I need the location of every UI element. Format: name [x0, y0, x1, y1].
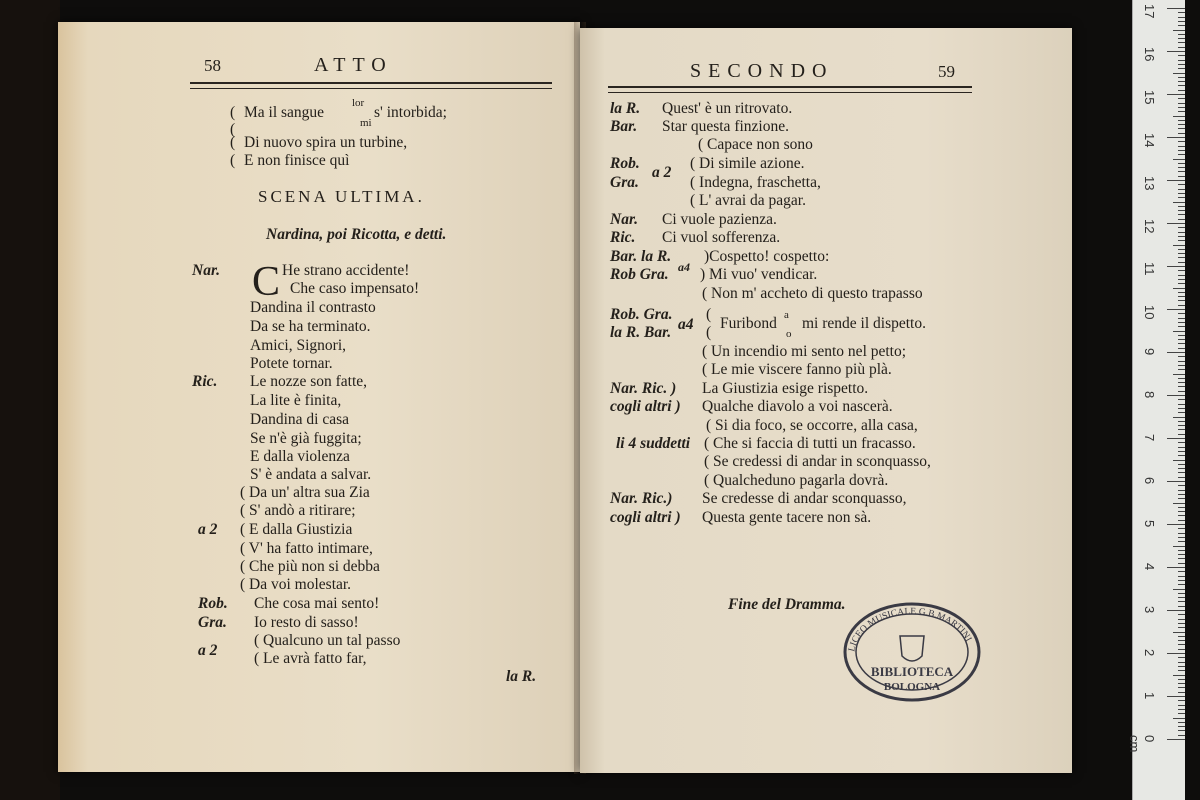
- verse-line: Quest' è un ritrovato.: [662, 100, 793, 117]
- ruler-tick: [1167, 8, 1185, 9]
- ruler-tick: [1178, 361, 1185, 362]
- ruler-tick: [1173, 503, 1185, 504]
- ruler-tick: [1167, 395, 1185, 396]
- ruler-tick: [1167, 180, 1185, 181]
- ruler-tick: [1173, 331, 1185, 332]
- ruler-tick: [1178, 580, 1185, 581]
- ruler-tick: [1173, 632, 1185, 633]
- ruler-tick: [1178, 537, 1185, 538]
- ruler-tick: [1178, 636, 1185, 637]
- ruler-tick: [1178, 713, 1185, 714]
- ruler-tick: [1178, 700, 1185, 701]
- ruler-tick: [1167, 438, 1185, 439]
- speaker-label: a4: [678, 260, 690, 274]
- ruler-tick: [1178, 455, 1185, 456]
- ruler-tick: [1173, 374, 1185, 375]
- verse-line: (: [230, 134, 236, 151]
- ruler-tick: [1173, 718, 1185, 719]
- end-of-drama: Fine del Dramma.: [728, 596, 846, 613]
- verse-line: ( Da un' altra sua Zia: [240, 484, 370, 501]
- ruler-tick: [1178, 197, 1185, 198]
- ruler-tick: [1178, 326, 1185, 327]
- ruler-tick: [1178, 533, 1185, 534]
- ruler-tick: [1167, 94, 1185, 95]
- ruler-tick: [1173, 288, 1185, 289]
- ruler-tick: [1178, 300, 1185, 301]
- ruler-tick: [1178, 490, 1185, 491]
- ruler-tick: [1167, 653, 1185, 654]
- ruler-tick: [1178, 98, 1185, 99]
- verse-line: La Giustizia esige rispetto.: [702, 380, 869, 397]
- ruler-tick: [1173, 589, 1185, 590]
- ruler-tick: [1178, 735, 1185, 736]
- verse-line: Qualche diavolo a voi nascerà.: [702, 398, 893, 415]
- ruler-tick: [1178, 593, 1185, 594]
- ruler-tick: [1178, 348, 1185, 349]
- verse-line: )Cospetto! cospetto:: [704, 248, 830, 265]
- ruler-tick: [1173, 73, 1185, 74]
- speaker-label: Ric.: [192, 373, 218, 390]
- speaker-label: Nar. Ric. ): [610, 380, 677, 397]
- ruler-tick: [1178, 206, 1185, 207]
- ruler-tick: [1178, 464, 1185, 465]
- page-header-left: ATTO: [314, 54, 393, 76]
- ruler-tick: [1178, 111, 1185, 112]
- speaker-label: cogli altri ): [610, 509, 681, 526]
- ruler-tick: [1178, 558, 1185, 559]
- ruler-tick: [1178, 81, 1185, 82]
- verse-line: ( Qualcuno un tal passo: [254, 632, 401, 649]
- ruler-tick: [1178, 17, 1185, 18]
- ruler-tick: [1178, 103, 1185, 104]
- stamp-line-2: BIBLIOTECA: [870, 664, 954, 679]
- page-number-right: 59: [938, 62, 955, 81]
- verse-line: s' intorbida;: [374, 104, 447, 121]
- ruler-tick: [1178, 507, 1185, 508]
- ruler-tick: [1178, 391, 1185, 392]
- verse-line: He strano accidente!: [282, 262, 410, 279]
- crest-icon: [900, 636, 924, 661]
- ruler-tick: [1178, 576, 1185, 577]
- ruler-tick: [1167, 739, 1185, 740]
- ruler-tick: [1178, 657, 1185, 658]
- catchword: la R.: [506, 668, 537, 685]
- ruler-tick: [1178, 563, 1185, 564]
- ruler-number: 8: [1142, 391, 1157, 399]
- ruler-tick: [1178, 47, 1185, 48]
- stage-direction: Nardina, poi Ricotta, e detti.: [266, 226, 447, 243]
- ruler-tick: [1178, 42, 1185, 43]
- ruler-tick: [1178, 193, 1185, 194]
- ruler-tick: [1178, 322, 1185, 323]
- background-left: [0, 0, 60, 800]
- ruler-tick: [1178, 253, 1185, 254]
- ruler-tick: [1178, 64, 1185, 65]
- verse-line: S' è andata a salvar.: [250, 466, 372, 483]
- ruler-tick: [1178, 498, 1185, 499]
- ruler-tick: [1167, 352, 1185, 353]
- verse-line: Ci vuole pazienza.: [662, 211, 777, 228]
- ruler-number: 15: [1142, 90, 1157, 105]
- ruler-tick: [1178, 472, 1185, 473]
- speaker-label: Rob.: [610, 155, 640, 172]
- verse-line: ) Mi vuo' vendicar.: [700, 266, 818, 283]
- ruler-tick: [1178, 649, 1185, 650]
- ruler-tick: [1178, 227, 1185, 228]
- verse-line: Che caso impensato!: [290, 280, 420, 297]
- verse-line: Star questa finzione.: [662, 118, 789, 135]
- verse-line: ( V' ha fatto intimare,: [240, 540, 373, 557]
- verse-line: (: [230, 152, 236, 169]
- ruler-tick: [1173, 546, 1185, 547]
- ruler-tick: [1178, 408, 1185, 409]
- ruler-tick: [1178, 21, 1185, 22]
- ruler-tick: [1178, 709, 1185, 710]
- ruler-tick: [1173, 159, 1185, 160]
- ruler-tick: [1178, 442, 1185, 443]
- right-page: [580, 28, 1072, 773]
- speaker-label: Rob. Gra.: [610, 306, 673, 323]
- ruler-tick: [1173, 417, 1185, 418]
- ruler-tick: [1178, 687, 1185, 688]
- ruler-tick: [1178, 236, 1185, 237]
- subscript-o: o: [786, 328, 792, 340]
- verse-brace: (: [706, 324, 712, 341]
- verse-line: ( Indegna, fraschetta,: [690, 174, 821, 191]
- ruler-tick: [1178, 163, 1185, 164]
- ruler-tick: [1178, 627, 1185, 628]
- verse-line: ( Da voi molestar.: [240, 576, 352, 593]
- verse-line: La lite è finita,: [250, 392, 342, 409]
- ruler-tick: [1178, 85, 1185, 86]
- header-rule-right: [608, 86, 972, 93]
- ruler-tick: [1178, 722, 1185, 723]
- verse-line: Se credesse di andar sconquasso,: [702, 490, 907, 507]
- ruler-tick: [1178, 34, 1185, 35]
- speaker-label: Ric.: [610, 229, 636, 246]
- speaker-label: a 2: [198, 642, 218, 659]
- ruler-tick: [1178, 468, 1185, 469]
- ruler-tick: [1178, 150, 1185, 151]
- verse-line: ( Se credessi di andar in sconquasso,: [704, 453, 931, 470]
- ruler-tick: [1167, 266, 1185, 267]
- ruler-tick: [1178, 365, 1185, 366]
- ruler-tick: [1178, 597, 1185, 598]
- verse-line: ( S' andò a ritirare;: [240, 502, 356, 519]
- verse-line: Da se ha terminato.: [250, 318, 371, 335]
- ruler-number: 2: [1142, 649, 1157, 657]
- verse-line: ( Le avrà fatto far,: [254, 650, 367, 667]
- verse-line: ( Di simile azione.: [690, 155, 805, 172]
- verse-line: Potete tornar.: [250, 355, 333, 372]
- verse-line: ( Che si faccia di tutti un fracasso.: [704, 435, 916, 452]
- ruler-tick: [1178, 275, 1185, 276]
- subscript-mi: mi: [360, 117, 372, 129]
- ruler-tick: [1173, 116, 1185, 117]
- ruler-tick: [1178, 257, 1185, 258]
- verse-line: Ma il sangue: [244, 104, 325, 121]
- speaker-label: Rob.: [198, 595, 228, 612]
- ruler-tick: [1178, 356, 1185, 357]
- ruler-tick: [1178, 601, 1185, 602]
- verse-line: Dandina di casa: [250, 411, 349, 428]
- verse-brace: (: [230, 121, 236, 138]
- ruler-tick: [1178, 68, 1185, 69]
- verse-line: Di nuovo spira un turbine,: [244, 134, 408, 151]
- drop-cap: C: [252, 259, 281, 305]
- verse-line: ( Capace non sono: [698, 136, 813, 153]
- scene-title: SCENA ULTIMA.: [258, 187, 425, 206]
- ruler-number: 3: [1142, 606, 1157, 614]
- ruler-tick: [1178, 313, 1185, 314]
- ruler-tick: [1178, 429, 1185, 430]
- ruler-tick: [1178, 511, 1185, 512]
- ruler-tick: [1167, 137, 1185, 138]
- speaker-label: Bar.: [610, 118, 638, 135]
- ruler-tick: [1178, 270, 1185, 271]
- ruler-number: 16: [1142, 47, 1157, 62]
- ruler-tick: [1178, 623, 1185, 624]
- verse-line: Le nozze son fatte,: [250, 373, 368, 390]
- ruler-tick: [1178, 60, 1185, 61]
- ruler-tick: [1173, 675, 1185, 676]
- ruler-tick: [1178, 683, 1185, 684]
- ruler-tick: [1178, 343, 1185, 344]
- speaker-label: Rob Gra.: [610, 266, 669, 283]
- page-number-left: 58: [204, 56, 221, 75]
- header-rule-left: [190, 82, 552, 89]
- ruler-number: 12: [1142, 219, 1157, 234]
- ruler-tick: [1173, 460, 1185, 461]
- ruler-tick: [1167, 223, 1185, 224]
- ruler-tick: [1178, 447, 1185, 448]
- ruler-tick: [1178, 515, 1185, 516]
- ruler-tick: [1178, 283, 1185, 284]
- ruler-tick: [1178, 219, 1185, 220]
- ruler-tick: [1178, 240, 1185, 241]
- ruler-number: 13: [1142, 176, 1157, 191]
- ruler-tick: [1178, 485, 1185, 486]
- ruler-tick: [1178, 133, 1185, 134]
- ruler-tick: [1178, 167, 1185, 168]
- verse-line: (: [230, 104, 236, 121]
- ruler-tick: [1178, 644, 1185, 645]
- stamp-line-3: BOLOGNA: [883, 681, 941, 693]
- ruler-tick: [1178, 404, 1185, 405]
- ruler-tick: [1178, 554, 1185, 555]
- ruler-number: 7: [1142, 434, 1157, 442]
- speaker-label: Gra.: [610, 174, 639, 191]
- verse-line: ( Che più non si debba: [240, 558, 380, 575]
- ruler-tick: [1178, 412, 1185, 413]
- ruler-tick: [1178, 339, 1185, 340]
- speaker-label: a4: [678, 316, 694, 333]
- ruler-tick: [1178, 318, 1185, 319]
- ruler-tick: [1178, 262, 1185, 263]
- ruler-tick: [1178, 141, 1185, 142]
- verse-line: Che cosa mai sento!: [254, 595, 380, 612]
- verse-line: ( Si dia foco, se occorre, alla casa,: [706, 417, 918, 434]
- verse-line: Se n'è già fuggita;: [250, 430, 362, 447]
- ruler-tick: [1167, 610, 1185, 611]
- verse-line: ( E dalla Giustizia: [240, 521, 353, 538]
- ruler-tick: [1178, 679, 1185, 680]
- ruler-tick: [1167, 309, 1185, 310]
- ruler-tick: [1178, 249, 1185, 250]
- superscript-lor: lor: [352, 97, 365, 109]
- ruler-tick: [1178, 705, 1185, 706]
- ruler-tick: [1178, 305, 1185, 306]
- verse-line: Ci vuol sofferenza.: [662, 229, 781, 246]
- verse-line: Amici, Signori,: [250, 337, 347, 354]
- ruler-tick: [1178, 292, 1185, 293]
- ruler-tick: [1178, 210, 1185, 211]
- ruler-tick: [1167, 481, 1185, 482]
- ruler-tick: [1167, 524, 1185, 525]
- speaker-label: a 2: [198, 521, 218, 538]
- speaker-label: a 2: [652, 164, 672, 181]
- speaker-label: cogli altri ): [610, 398, 681, 415]
- measuring-ruler: [1127, 0, 1185, 800]
- ruler-tick: [1167, 696, 1185, 697]
- ruler-number: 11: [1142, 262, 1157, 276]
- ruler-tick: [1178, 176, 1185, 177]
- ruler-tick: [1178, 584, 1185, 585]
- ruler-tick: [1178, 399, 1185, 400]
- ruler-tick: [1178, 494, 1185, 495]
- stamp-line-1: LICEO MUSICALE G.B.MARTINI: [847, 606, 973, 653]
- ruler-tick: [1167, 51, 1185, 52]
- ruler-tick: [1178, 77, 1185, 78]
- ruler-tick: [1178, 726, 1185, 727]
- verse-line: ( L' avrai da pagar.: [690, 192, 806, 209]
- ruler-tick: [1178, 335, 1185, 336]
- ruler-tick: [1178, 541, 1185, 542]
- ruler-tick: [1178, 55, 1185, 56]
- left-page: [58, 22, 580, 772]
- ruler-tick: [1178, 614, 1185, 615]
- ruler-tick: [1178, 296, 1185, 297]
- ruler-tick: [1178, 666, 1185, 667]
- ruler-tick: [1178, 279, 1185, 280]
- ruler-tick: [1178, 386, 1185, 387]
- ruler-tick: [1178, 128, 1185, 129]
- ruler-number: 9: [1142, 348, 1157, 356]
- ruler-number: 5: [1142, 520, 1157, 528]
- verse-line: Io resto di sasso!: [254, 614, 359, 631]
- ruler-number: 17: [1142, 4, 1157, 19]
- verse-brace: (: [706, 306, 712, 323]
- page-header-right: SECONDO: [690, 60, 834, 82]
- ruler-tick: [1178, 382, 1185, 383]
- ruler-tick: [1178, 90, 1185, 91]
- ruler-tick: [1178, 550, 1185, 551]
- ruler-tick: [1178, 425, 1185, 426]
- ruler-tick: [1178, 232, 1185, 233]
- ruler-tick: [1178, 189, 1185, 190]
- verse-line: Dandina il contrasto: [250, 299, 376, 316]
- verse-line: ( Le mie viscere fanno più plà.: [702, 361, 892, 378]
- ruler-tick: [1178, 146, 1185, 147]
- ruler-tick: [1178, 120, 1185, 121]
- speaker-label: la R.: [610, 100, 641, 117]
- verse-line: ( Qualcheduno pagarla dovrà.: [704, 472, 889, 489]
- ruler-tick: [1178, 107, 1185, 108]
- verse-line: Furibond: [720, 315, 777, 332]
- ruler-tick: [1178, 124, 1185, 125]
- speaker-label: la R. Bar.: [610, 324, 672, 341]
- ruler-tick: [1178, 619, 1185, 620]
- ruler-tick: [1178, 571, 1185, 572]
- ruler-tick: [1178, 477, 1185, 478]
- speaker-label: li 4 suddetti: [616, 435, 691, 452]
- ruler-tick: [1173, 202, 1185, 203]
- speaker-label: Nar.: [192, 262, 220, 279]
- ruler-tick: [1178, 184, 1185, 185]
- ruler-tick: [1178, 730, 1185, 731]
- library-stamp: [842, 600, 982, 704]
- verse-line: E non finisce quì: [244, 152, 350, 169]
- verse-line: ( Non m' accheto di questo trapasso: [702, 285, 923, 302]
- verse-line: ( Un incendio mi sento nel petto;: [702, 343, 907, 360]
- speaker-label: Nar. Ric.): [610, 490, 673, 507]
- ruler-tick: [1178, 606, 1185, 607]
- ruler-tick: [1178, 640, 1185, 641]
- ruler-tick: [1178, 670, 1185, 671]
- ruler-tick: [1178, 421, 1185, 422]
- ruler-tick: [1167, 567, 1185, 568]
- ruler-tick: [1173, 245, 1185, 246]
- ruler-number: 6: [1142, 477, 1157, 485]
- verse-line: mi rende il dispetto.: [802, 315, 926, 332]
- ruler-tick: [1178, 214, 1185, 215]
- superscript-a: a: [784, 309, 789, 321]
- speaker-label: Gra.: [198, 614, 227, 631]
- ruler-tick: [1178, 434, 1185, 435]
- verse-line: E dalla violenza: [250, 448, 350, 465]
- ruler-tick: [1178, 520, 1185, 521]
- ruler-number: 4: [1142, 563, 1157, 571]
- speaker-label: Bar. la R.: [610, 248, 672, 265]
- ruler-tick: [1178, 171, 1185, 172]
- ruler-tick: [1173, 30, 1185, 31]
- ruler-tick: [1178, 662, 1185, 663]
- ruler-number: 1: [1142, 692, 1157, 700]
- ruler-number: 14: [1142, 133, 1157, 148]
- ruler-tick: [1178, 369, 1185, 370]
- ruler-number: 10: [1142, 305, 1157, 320]
- ruler-tick: [1178, 12, 1185, 13]
- ruler-tick: [1178, 378, 1185, 379]
- ruler-tick: [1178, 692, 1185, 693]
- ruler-tick: [1178, 25, 1185, 26]
- speaker-label: Nar.: [610, 211, 638, 228]
- ruler-tick: [1178, 154, 1185, 155]
- ruler-tick: [1178, 528, 1185, 529]
- ruler-tick: [1178, 38, 1185, 39]
- ruler-number: 0 cm: [1127, 735, 1157, 753]
- verse-line: Questa gente tacere non sà.: [702, 509, 872, 526]
- ruler-tick: [1178, 451, 1185, 452]
